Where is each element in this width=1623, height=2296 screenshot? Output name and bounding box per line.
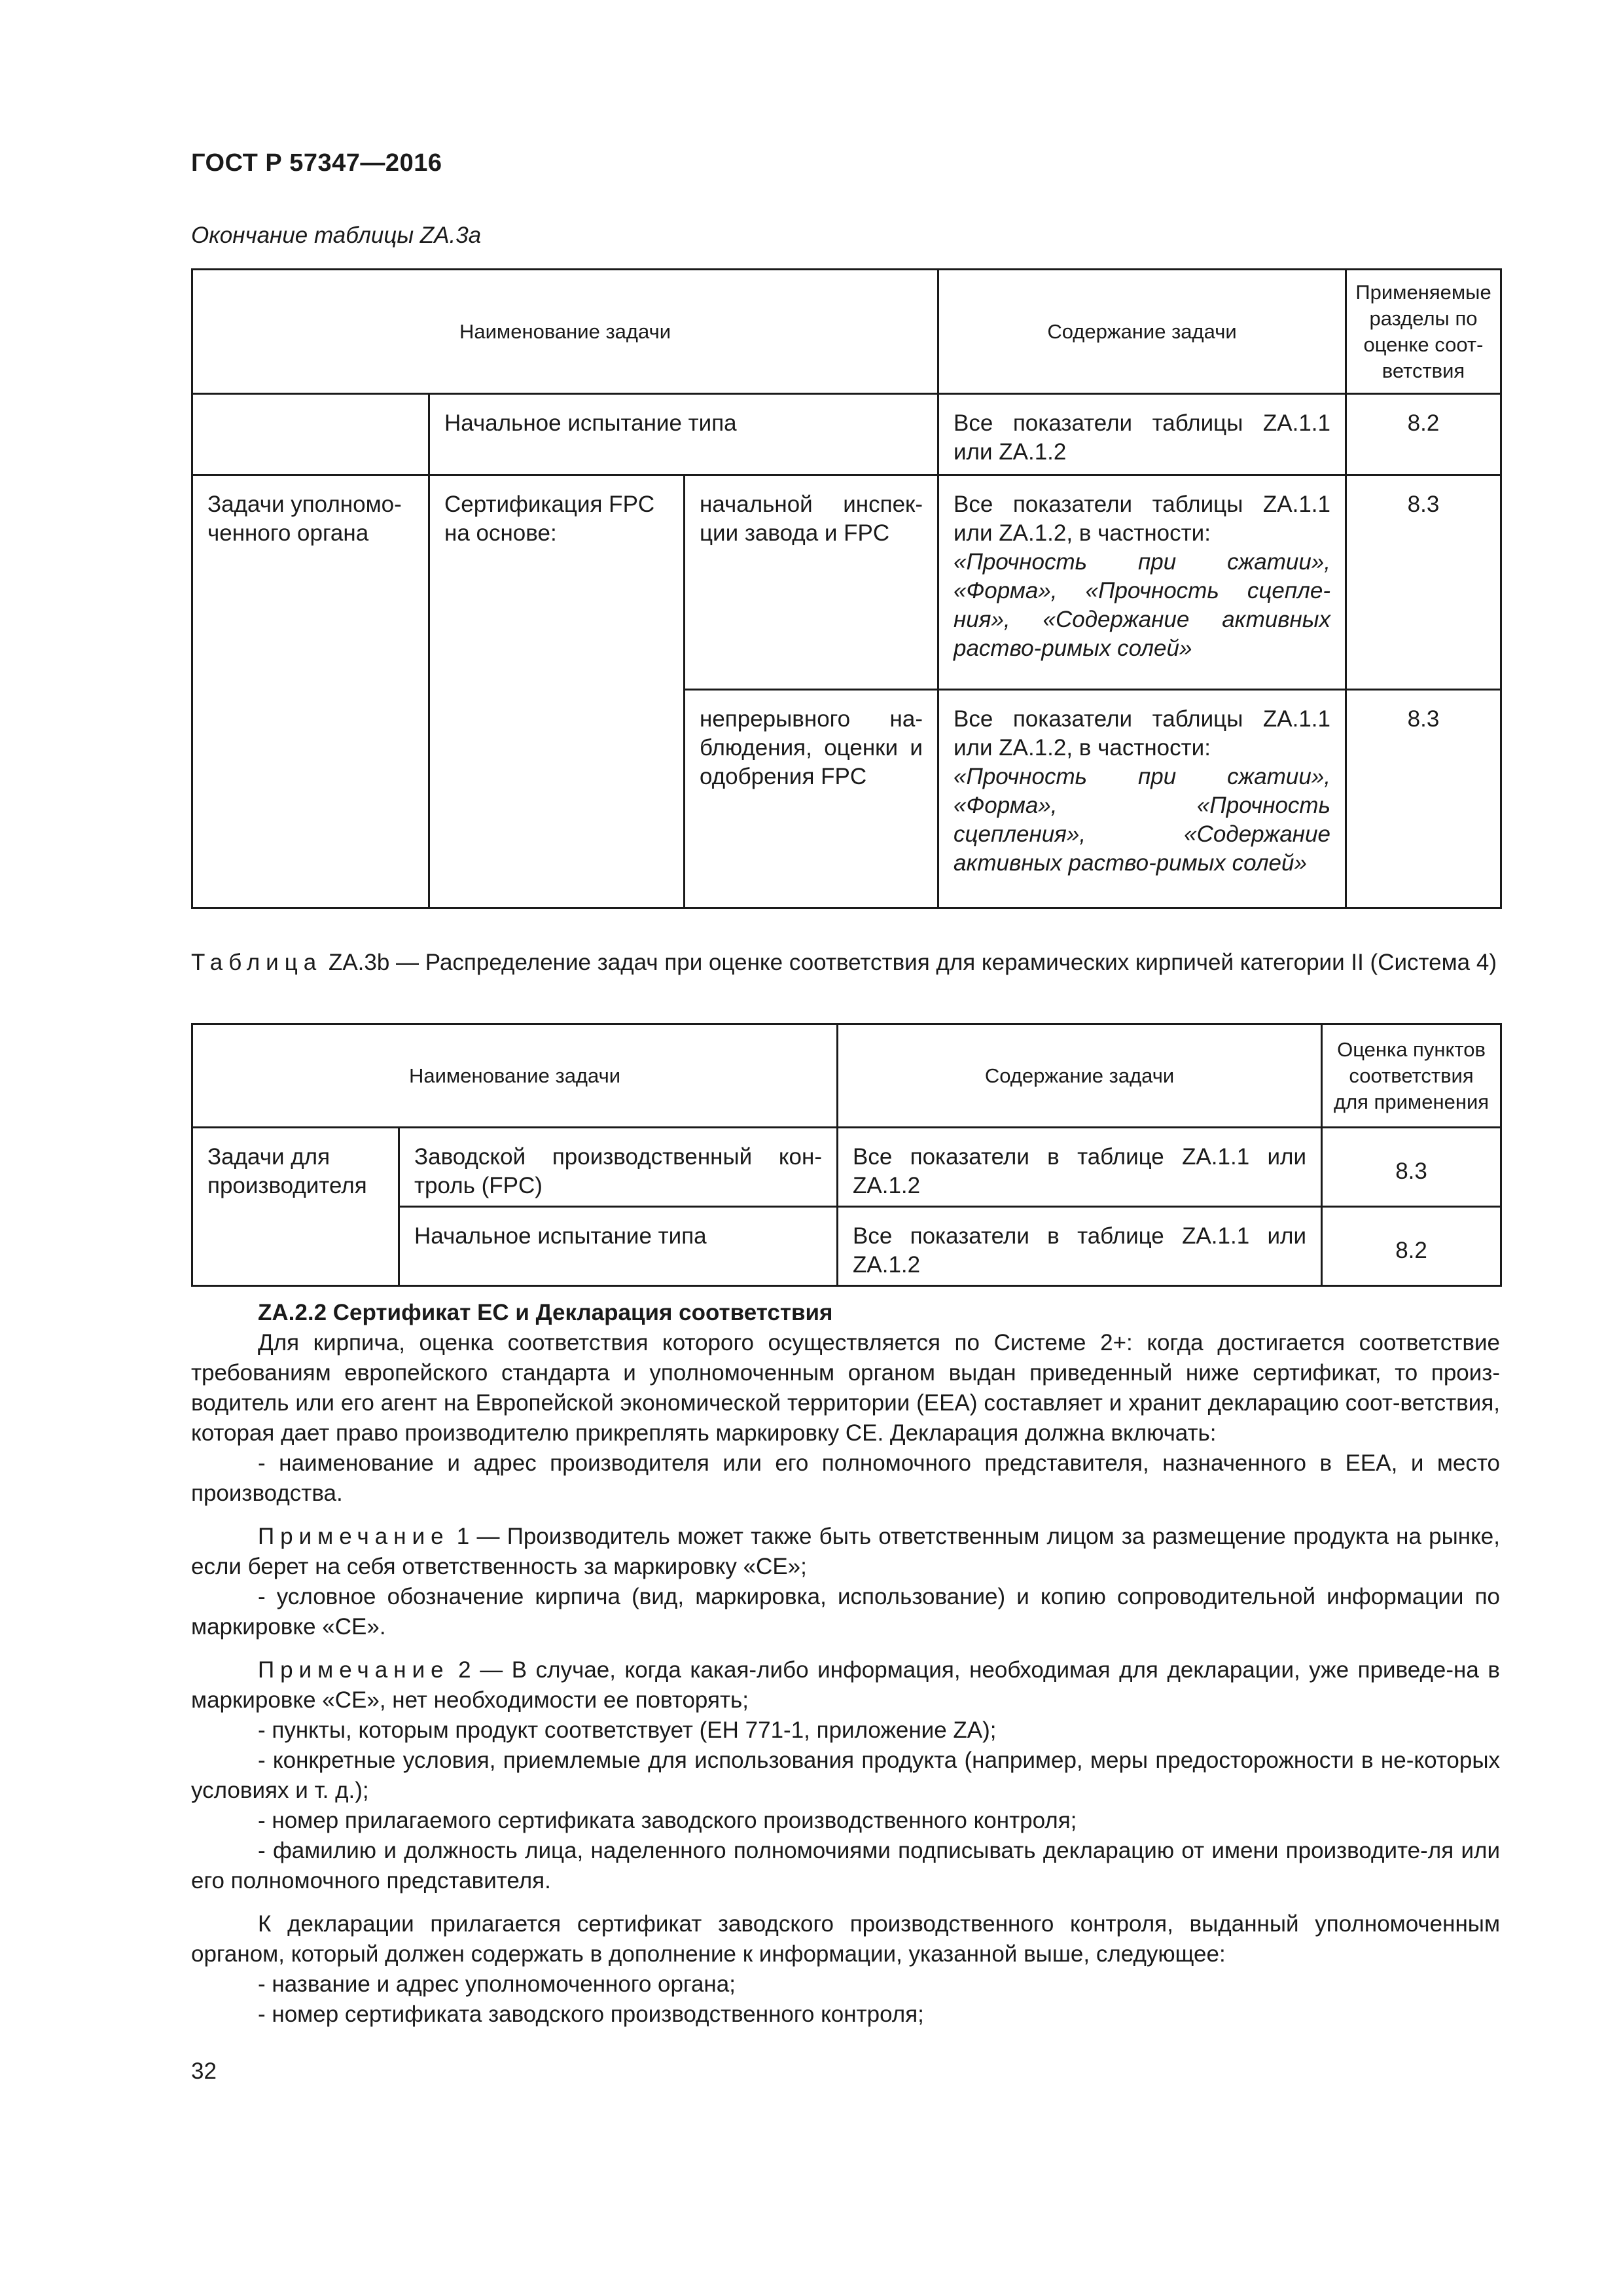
- header-task-name: Наименование задачи: [192, 270, 938, 394]
- page-number: 32: [191, 2058, 217, 2084]
- content-text: Все показатели таблицы ZA.1.1 или ZA.1.2, в частности:: [954, 492, 1330, 546]
- table-row: [192, 1128, 1501, 1207]
- task-cell: Сертификация FPC на основе:: [429, 475, 685, 908]
- content-italic-text: «Прочность при сжатии», «Форма», «Прочность сцепления», «Содержание активных раство-римых солей»: [954, 764, 1330, 876]
- section-title: ZA.2.2 Сертификат ЕС и Декларация соответствия: [258, 1300, 833, 1325]
- content-cell: [938, 690, 1346, 908]
- table-header-row: [192, 1024, 1501, 1128]
- note-label: Примечание: [258, 1657, 450, 1683]
- header-task-content: Содержание задачи: [938, 270, 1346, 394]
- header-task-name: Наименование задачи: [192, 1024, 838, 1128]
- task-cell: Начальное испытание типа: [399, 1207, 838, 1286]
- paragraph: Для кирпича, оценка соответствия которого осуществляется по Системе 2+: когда достигается соответствие требованиям европейского стандарта и уполномоченным органом выдан приведенный ниже сертификат, то произ-водитель или его агент на Европейской экономической территории (ЕЕА) составляет и хранит декларацию соот-ветствия, которая дает право производителю прикреплять маркировку СЕ. Декларация должна включать:: [191, 1330, 1500, 1446]
- section-number: 8.3: [1346, 690, 1501, 908]
- subtask-cell: начальной инспек-ции завода и FPC: [685, 475, 938, 690]
- task-cell: Заводской производственный кон-троль (FPC): [399, 1128, 838, 1207]
- list-item: - фамилию и должность лица, наделенного полномочиями подписывать декларацию от имени производите-ля или его полномочного представителя.: [191, 1838, 1500, 1893]
- note-paragraph: [191, 1655, 1500, 1715]
- table-row: [192, 475, 1501, 690]
- header-task-content: Содержание задачи: [838, 1024, 1322, 1128]
- paragraph: К декларации прилагается сертификат заводского производственного контроля, выданный уполномоченным органом, который должен содержать в дополнение к информации, указанной выше, следующее:: [191, 1911, 1500, 1967]
- section-number: 8.3: [1322, 1128, 1501, 1207]
- list-item: - конкретные условия, приемлемые для использования продукта (например, меры предосторожности в не-которых условиях и т. д.);: [191, 1748, 1500, 1803]
- content-italic-text: «Прочность при сжатии», «Форма», «Прочность сцепле-ния», «Содержание активных раство-римых солей»: [954, 549, 1330, 661]
- content-cell: Все показатели в таблице ZA.1.1 или ZA.1.2: [838, 1128, 1322, 1207]
- content-cell: Все показатели таблицы ZA.1.1 или ZA.1.2: [938, 394, 1346, 475]
- content-cell: [938, 475, 1346, 690]
- task-cell: Начальное испытание типа: [429, 394, 938, 475]
- section-body: [191, 1298, 1500, 2030]
- standard-code-header: ГОСТ Р 57347—2016: [191, 149, 442, 177]
- table-za3b: [191, 1023, 1502, 1287]
- note-paragraph: [191, 1522, 1500, 1582]
- header-points: Оценка пунктов соответствия для применения: [1322, 1024, 1501, 1128]
- list-item: - название и адрес уполномоченного органа;: [258, 1971, 736, 1997]
- content-text: Все показатели таблицы ZA.1.1 или ZA.1.2, в частности:: [954, 706, 1330, 761]
- list-item: - наименование и адрес производителя или его полномочного представителя, назначенного в ЕЕА, и место производства.: [191, 1450, 1500, 1506]
- empty-group-cell: [192, 394, 429, 475]
- list-item: - номер сертификата заводского производственного контроля;: [258, 2001, 924, 2027]
- section-number: 8.2: [1346, 394, 1501, 475]
- content-cell: Все показатели в таблице ZA.1.1 или ZA.1.2: [838, 1207, 1322, 1286]
- table-za3a: [191, 268, 1502, 909]
- note-text: 1 — Производитель может также быть ответственным лицом за размещение продукта на рынке, если берет на себя ответственность за маркировку «СЕ»;: [191, 1524, 1500, 1579]
- subtask-cell: непрерывного на-блюдения, оценки и одобрения FPC: [685, 690, 938, 908]
- caption-label: Таблица: [191, 950, 323, 975]
- table-header-row: [192, 270, 1501, 394]
- group-cell: Задачи для производителя: [192, 1128, 399, 1286]
- table-row: [192, 394, 1501, 475]
- list-item: - номер прилагаемого сертификата заводского производственного контроля;: [258, 1808, 1077, 1833]
- caption-text: ZA.3b — Распределение задач при оценке соответствия для керамических кирпичей категории II (Система 4): [322, 950, 1497, 975]
- list-item: - условное обозначение кирпича (вид, маркировка, использование) и копию сопроводительной информации по маркировке «СЕ».: [191, 1584, 1500, 1640]
- section-number: 8.3: [1346, 475, 1501, 690]
- section-number: 8.2: [1322, 1207, 1501, 1286]
- group-cell: Задачи уполномо-ченного органа: [192, 475, 429, 908]
- header-sections: Применяемые разделы по оценке соот-ветствия: [1346, 270, 1501, 394]
- list-item: - пункты, которым продукт соответствует (ЕН 771-1, приложение ZA);: [258, 1717, 997, 1743]
- table-za3b-caption: [191, 948, 1500, 978]
- note-label: Примечание: [258, 1524, 450, 1549]
- note-text: 2 — В случае, когда какая-либо информация, необходимая для декларации, уже приведе-на в маркировке «СЕ», нет необходимости ее повторять;: [191, 1657, 1500, 1713]
- table-continuation-caption: Окончание таблицы ZA.3a: [191, 223, 482, 248]
